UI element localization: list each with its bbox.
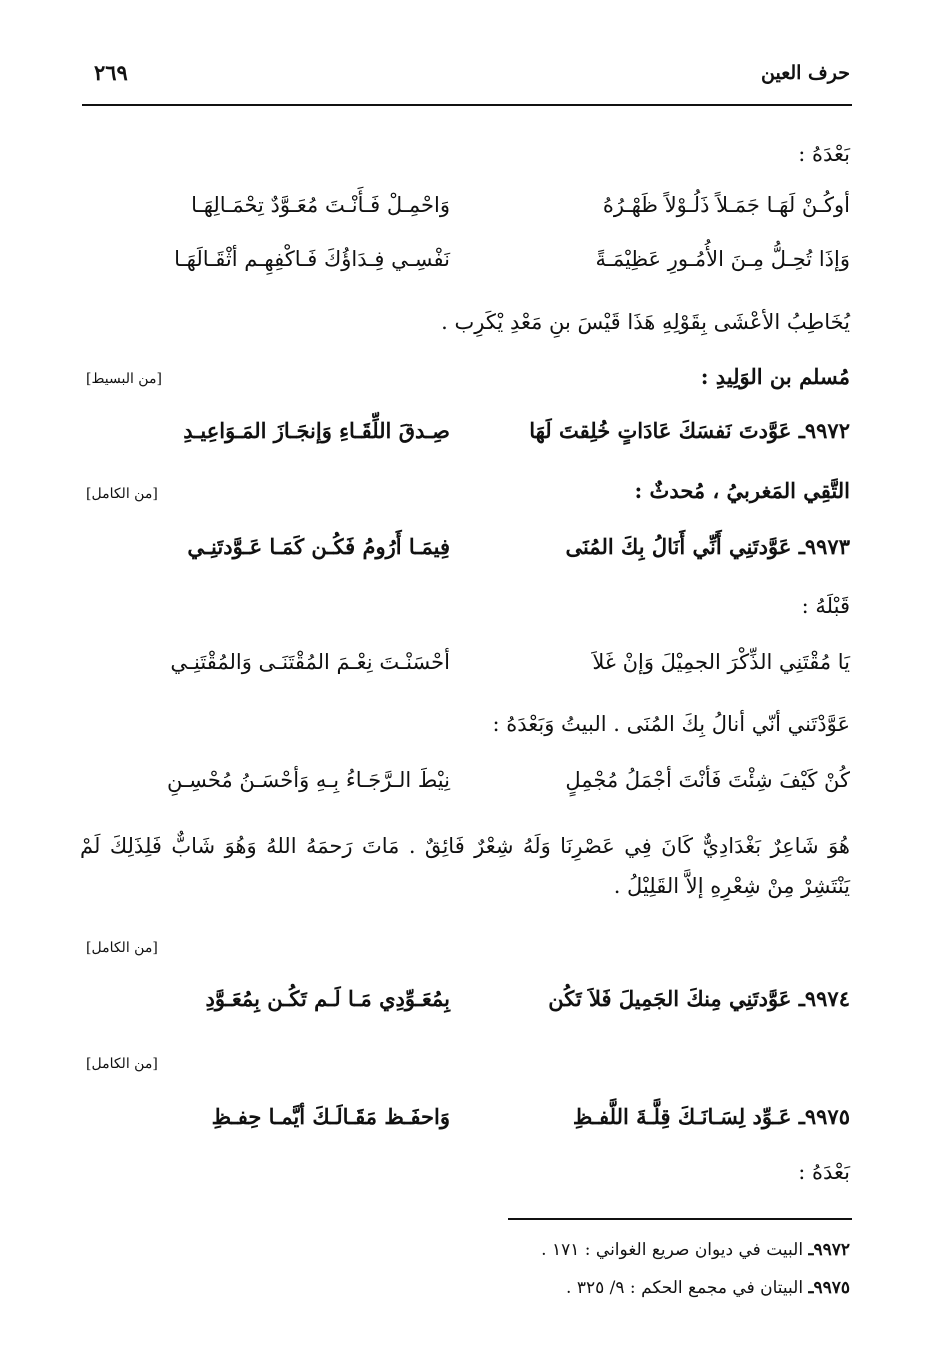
verse-number: ٩٩٧٤ـ [798, 986, 850, 1011]
verse-5-first-hemistich: كُنْ كَيْفَ شِئْتَ فَأنْتَ أجْمَلُ مُجْمِلٍ [565, 768, 850, 792]
footnote-1 [541, 1240, 850, 1260]
page-number: ٢٦٩ [94, 60, 128, 85]
verse-1-second-hemistich: وَاحْمِـلْ فَـأَنْـتَ مُعَـوَّدٌ تِحْمَـالِهَـا [191, 193, 450, 217]
meter-label-2: [من الكامل] [86, 486, 158, 502]
label-after: بَعْدَهُ : [798, 142, 850, 166]
verse-2-first-hemistich: وَإذَا تُحِـلُّ مِـنَ الأُمُـورِ عَظِيْمَـةً [595, 247, 850, 271]
verse-3-second-hemistich: أحْسَنْـتَ نِعْـمَ المُقْتَنَـى وَالمُقْتَنِـي [170, 650, 450, 674]
biography-paragraph: هُوَ شَاعِرٌ بَغْدَادِيٌّ كَانَ فِي عَصْرِنَا وَلَهُ شِعْرٌ فَائِقٌ . مَاتَ رَحمَهُ اللهُ وَهُوَ شَابٌّ فَلِذَلِكَ لَمْ يَنْتَشِرْ مِنْ شِعْرِهِ إلاَّ القَلِيْلُ . [80, 834, 850, 898]
hemistich-text: عَـوِّد لِسَـانَـكَ قِلَّـةَ اللَّفـظِ [572, 1104, 792, 1129]
meter-label-1: [من البسيط] [86, 371, 162, 387]
verse-9972-first-hemistich [529, 418, 850, 443]
poet-name-1: مُسلم بن الوَلِيدِ : [700, 364, 850, 389]
verse-9975-second-hemistich: وَاحفَـظ مَقَـالَـكَ أيَّمـا حِفـظِ [211, 1104, 450, 1129]
verse-number: ٩٩٧٥ـ [798, 1104, 850, 1129]
hemistich-text: عَوَّدتَنِي أَنِّي أَنَالُ بِكَ المُنَى [565, 534, 792, 559]
verse-9973-second-hemistich: فِيمَـا أَرُومُ فَكُـن كَمَـا عَـوَّدتَنِـي [187, 534, 450, 559]
header-rule [82, 104, 852, 106]
footnote-text: البيت في ديوان صريع الغواني : ١٧١ . [541, 1240, 804, 1260]
verse-5-second-hemistich: نِيْطَ الـرَّجَـاءُ بِـهِ وَأحْسَـنُ مُحْسِـنِ [167, 768, 450, 792]
verse-4-line: عَوَّدْتَني أنّي أنالُ بِكَ المُنَى . البيتُ وَبَعْدَهُ : [492, 712, 850, 736]
verse-9973-first-hemistich [565, 534, 850, 559]
verse-9974-second-hemistich: بِمُعَـوِّدِي مَـا لَـم تَكُـن بِمُعَـوَّدِ [205, 986, 450, 1011]
verse-3-first-hemistich: يَا مُقْتَنِي الذِّكْرَ الجمِيْلَ وَإنْ غَلاَ [592, 650, 850, 674]
verse-1-first-hemistich: أوكُـنْ لَهَـا جَمَـلاً ذَلُـوْلاً ظَهْـرُهُ [602, 193, 850, 217]
hemistich-text: عَوَّدتَ نَفسَكَ عَادَاتٍ خُلِقتَ لَهَا [529, 418, 792, 443]
verse-9975-first-hemistich [573, 1104, 850, 1129]
label-before: قَبْلَهُ : [801, 594, 850, 618]
prose-note-1: يُخَاطِبُ الأعْشَى بِقَوْلِهِ هَذَا قَيْسَ بنِ مَعْدِ يْكَرِب . [441, 310, 850, 334]
poet-name-2: التَّقِي المَغربيُ ، مُحدثٌ : [634, 478, 850, 503]
footnote-text: البيتان في مجمع الحكم : ٩/ ٣٢٥ . [566, 1278, 804, 1298]
verse-number: ٩٩٧٣ـ [798, 534, 850, 559]
meter-label-3: [من الكامل] [86, 940, 158, 956]
footnote-number: ٩٩٧٥ـ [808, 1278, 850, 1298]
verse-9972-second-hemistich: صِـدقَ اللِّقَـاءِ وَإنجَـازَ المَـوَاعِيـدِ [183, 418, 450, 443]
footnote-rule [508, 1218, 852, 1220]
verse-number: ٩٩٧٢ـ [798, 418, 850, 443]
meter-label-4: [من الكامل] [86, 1056, 158, 1072]
verse-2-second-hemistich: نَفْسِـي فِـدَاؤُكَ فَـاكْفِهِـم أثْقَـالَهَـا [174, 247, 450, 271]
hemistich-text: عَوَّدتَنِي مِنكَ الجَمِيلَ فَلاَ تَكُن [548, 986, 792, 1011]
label-after-2: بَعْدَهُ : [798, 1160, 850, 1184]
footnote-2 [566, 1278, 850, 1298]
verse-9974-first-hemistich [548, 986, 850, 1011]
chapter-title: حرف العين [761, 62, 850, 84]
footnote-number: ٩٩٧٢ـ [808, 1240, 850, 1260]
